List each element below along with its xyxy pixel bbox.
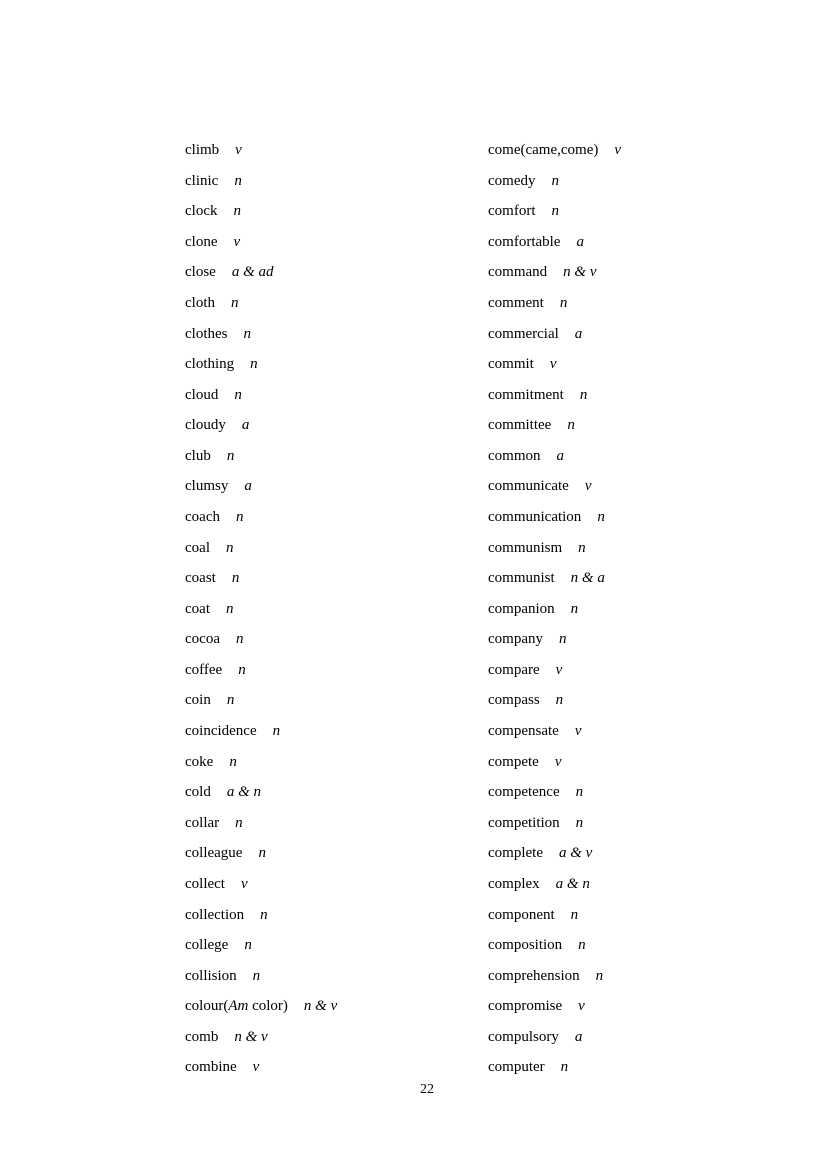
pos-tag: v [554,753,562,770]
pos-tag: n & v [303,998,338,1015]
word-text: cloth [185,294,215,311]
word-text: collect [185,875,225,892]
word-text: compare [488,661,540,678]
word-text: clinic [185,172,219,189]
word-text: comb [185,1028,219,1045]
pos-tag: n [272,723,281,740]
pos-tag: v [240,875,248,892]
word-text: competence [488,784,560,801]
word-text: coin [185,692,211,709]
pos-tag: n [225,539,234,556]
word-text: collection [185,906,245,923]
word-text: collar [185,814,220,831]
pos-tag: n [231,294,239,311]
word-text: collision [185,967,237,984]
pos-tag: n [559,294,568,311]
word-text: comfortable [488,233,561,250]
word-text: cloud [185,386,219,403]
word-text: communication [488,509,582,526]
word-text: cocoa [185,631,220,648]
word-text: comedy [488,172,536,189]
pos-tag: n [551,203,559,220]
pos-tag: n & v [563,264,597,281]
word-text: committee [488,417,552,434]
pos-tag: n [570,906,579,923]
word-text: club [185,447,211,464]
pos-tag: n [570,600,579,617]
word-entry [155,105,458,159]
pos-tag: v [233,233,241,250]
word-text: climb [185,142,220,159]
pos-tag: n [243,325,251,342]
pos-tag: n [233,203,241,220]
pos-tag: n [260,906,268,923]
pos-tag: a [241,417,250,434]
word-text: computer [488,1059,545,1076]
word-column-left [155,105,458,1076]
word-text: companion [488,600,555,617]
pos-tag: a [574,325,583,342]
word-text: communicate [488,478,569,495]
word-entry [458,105,758,159]
pos-tag: v [584,478,592,495]
word-text: commit [488,356,534,373]
pos-tag: n [244,937,252,954]
word-text: college [185,937,229,954]
word-text: commercial [488,325,559,342]
pos-tag: n [555,692,564,709]
pos-tag: a & n [226,784,261,801]
pos-tag: n [560,1059,569,1076]
word-text: complete [488,845,543,862]
pos-tag: n [238,661,246,678]
word-text: compass [488,692,540,709]
word-text: clothing [185,356,235,373]
word-text: clock [185,203,218,220]
pos-tag: a [556,447,564,464]
pos-tag: n [558,631,567,648]
word-text: communism [488,539,563,556]
pos-tag: v [574,723,582,740]
pos-tag: v [614,142,622,159]
pos-tag: n [252,967,261,984]
word-text: coat [185,600,210,617]
pos-tag: n [235,631,244,648]
pos-tag: v [252,1059,260,1076]
word-text: commitment [488,386,564,403]
word-text: close [185,264,216,281]
word-text: coke [185,753,214,770]
pos-tag: n [567,417,575,434]
word-text: component [488,906,555,923]
word-text: colleague [185,845,243,862]
word-text: compulsory [488,1028,559,1045]
pos-tag: n [578,937,586,954]
pos-tag: v [555,661,563,678]
word-text: coincidence [185,723,257,740]
pos-tag: n [235,509,244,526]
word-text: come(came,come) [488,142,599,159]
word-text: competition [488,814,560,831]
word-text: complex [488,875,540,892]
pos-tag: n [258,845,266,862]
pos-tag: n [229,753,237,770]
word-text: compromise [488,998,563,1015]
word-text: clothes [185,325,228,342]
pos-tag: n [235,814,243,831]
word-text: comprehension [488,967,580,984]
word-text: common [488,447,541,464]
word-text: comment [488,294,544,311]
word-text: clumsy [185,478,229,495]
word-text: communist [488,570,555,587]
word-text: cold [185,784,211,801]
word-text: compete [488,753,539,770]
pos-tag: a & v [558,845,593,862]
pos-tag: n [250,356,258,373]
pos-tag: n [575,814,584,831]
pos-tag: n [234,386,242,403]
word-text: combine [185,1059,237,1076]
pos-tag: n [578,539,586,556]
word-text: command [488,264,548,281]
pos-tag: n [575,784,584,801]
pos-tag: v [235,142,242,159]
word-text-italic: Am [228,998,249,1015]
pos-tag: a & ad [231,264,274,281]
pos-tag: v [549,356,557,373]
pos-tag: n [231,570,240,587]
pos-tag: n [234,172,242,189]
word-text: company [488,631,543,648]
word-text: coast [185,570,216,587]
pos-tag: n [597,509,605,526]
pos-tag: n [225,600,234,617]
word-text: cloudy [185,417,226,434]
word-text: compensate [488,723,559,740]
pos-tag: n & a [570,570,605,587]
pos-tag: a [244,478,252,495]
word-text: colour(Am color) [185,998,288,1015]
word-text: coach [185,509,220,526]
pos-tag: n [579,386,588,403]
pos-tag: a [576,233,584,250]
word-text: composition [488,937,563,954]
pos-tag: v [578,998,585,1015]
pos-tag: n & v [234,1028,268,1045]
page-number: 22 [420,1082,434,1097]
word-text: coal [185,539,210,556]
word-text: coffee [185,661,223,678]
pos-tag: a & n [555,875,590,892]
pos-tag: n [226,692,235,709]
pos-tag: n [595,967,604,984]
word-column-right [458,105,758,1076]
pos-tag: n [226,447,235,464]
pos-tag: a [574,1028,583,1045]
word-text: clone [185,233,218,250]
word-text: comfort [488,203,536,220]
pos-tag: n [551,172,559,189]
